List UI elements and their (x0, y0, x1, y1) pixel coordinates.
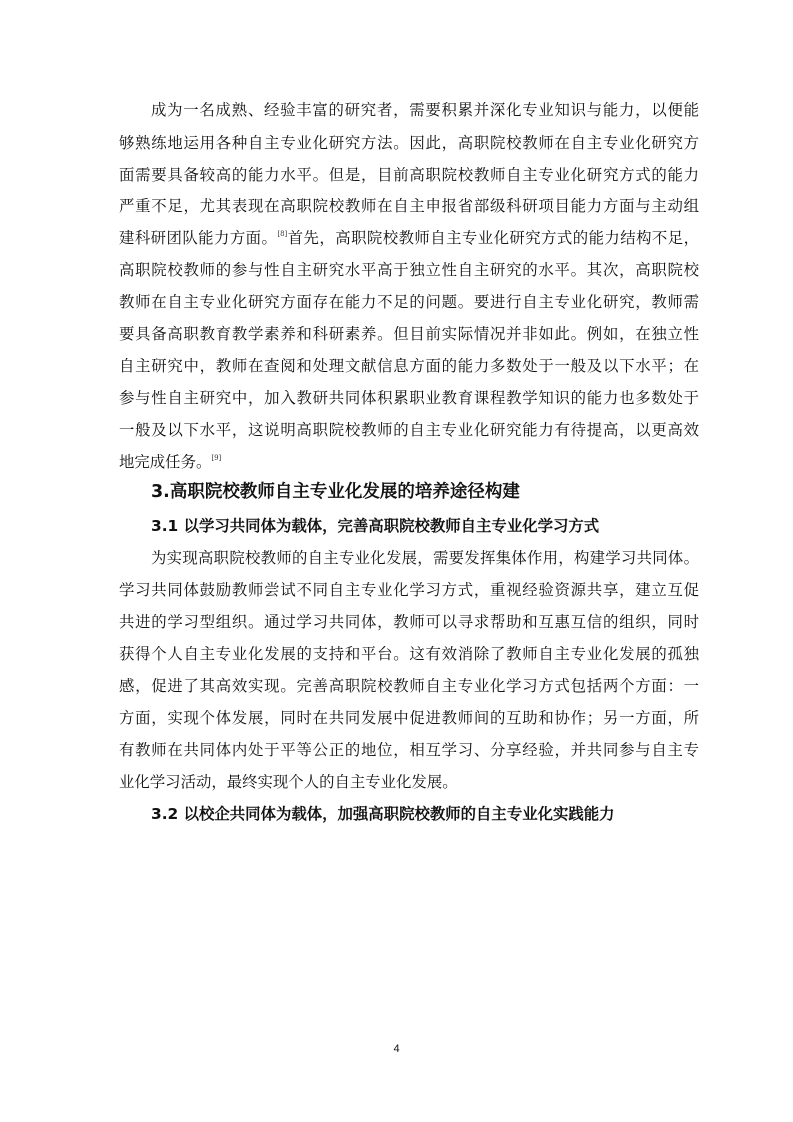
section-heading: 3.高职院校教师自主专业化发展的培养途径构建 (151, 482, 520, 502)
paragraph-line: 教师在自主专业化研究方面存在能力不足的问题。要进行自主专业化研究，教师需 (119, 293, 699, 311)
page-number: 4 (393, 1043, 400, 1055)
paragraph-text: 地完成任务。 (119, 453, 212, 471)
paragraph-line: 要具备高职教育教学素养和科研素养。但目前实际情况并非如此。例如，在独立性 (119, 325, 699, 343)
paragraph-line: 严重不足，尤其表现在高职院校教师在自主申报省部级科研项目能力方面与主动组 (119, 197, 699, 215)
paragraph-line: 面需要具备较高的能力水平。但是，目前高职院校教师自主专业化研究方式的能力 (119, 166, 699, 184)
citation-8: [8] (277, 230, 288, 238)
paragraph-line: 参与性自主研究中，加入教研共同体积累职业教育课程教学知识的能力也多数处于 (119, 389, 699, 407)
paragraph-line: 方面，实现个体发展，同时在共同发展中促进教师间的互助和协作；另一方面，所 (119, 709, 699, 727)
paragraph-line-with-citation (119, 452, 699, 472)
paragraph-line-with-citation (119, 228, 699, 248)
paragraph-line: 成为一名成熟、经验丰富的研究者，需要积累并深化专业知识与能力，以便能 (151, 101, 699, 119)
paragraph-line: 感，促进了其高效实现。完善高职院校教师自主专业化学习方式包括两个方面：一 (119, 677, 699, 695)
paragraph-line: 有教师在共同体内处于平等公正的地位，相互学习、分享经验，并共同参与自主专 (119, 741, 699, 759)
paragraph-line: 学习共同体鼓励教师尝试不同自主专业化学习方式，重视经验资源共享，建立互促 (119, 581, 699, 599)
subsection-heading: 3.2 以校企共同体为载体，加强高职院校教师的自主专业化实践能力 (151, 805, 615, 823)
subsection-heading: 3.1 以学习共同体为载体，完善高职院校教师自主专业化学习方式 (151, 517, 600, 535)
paragraph-line: 一般及以下水平，这说明高职院校教师的自主专业化研究能力有待提高，以更高效 (119, 421, 699, 439)
paragraph-text: 首先，高职院校教师自主专业化研究方式的能力结构不足， (287, 229, 699, 247)
paragraph-line: 高职院校教师的参与性自主研究水平高于独立性自主研究的水平。其次，高职院校 (119, 261, 699, 279)
paragraph-line: 够熟练地运用各种自主专业化研究方法。因此，高职院校教师在自主专业化研究方 (119, 134, 699, 152)
citation-9: [9] (211, 454, 222, 462)
paragraph-line: 自主研究中，教师在查阅和处理文献信息方面的能力多数处于一般及以下水平；在 (119, 357, 699, 375)
paragraph-line: 业化学习活动，最终实现个人的自主专业化发展。 (119, 773, 458, 791)
paragraph-line: 获得个人自主专业化发展的支持和平台。这有效消除了教师自主专业化发展的孤独 (119, 645, 699, 663)
paragraph-line: 为实现高职院校教师的自主专业化发展，需要发挥集体作用，构建学习共同体。 (151, 549, 699, 567)
paragraph-text: 建科研团队能力方面。 (119, 229, 278, 247)
paragraph-line: 共进的学习型组织。通过学习共同体，教师可以寻求帮助和互惠互信的组织，同时 (119, 613, 699, 631)
